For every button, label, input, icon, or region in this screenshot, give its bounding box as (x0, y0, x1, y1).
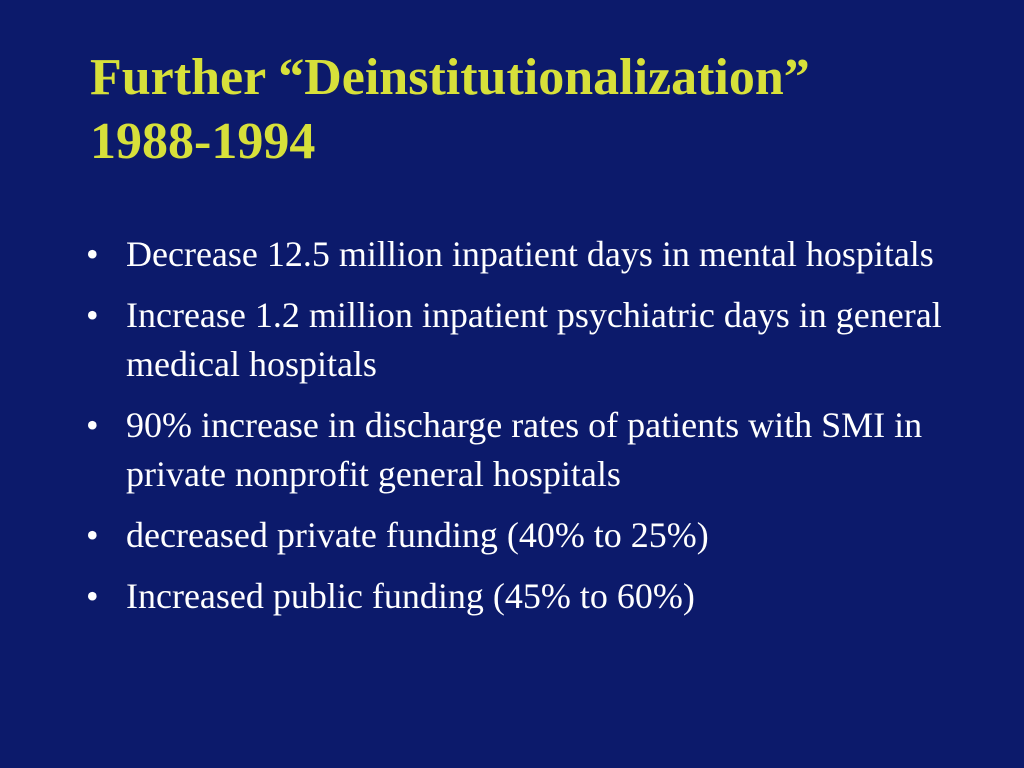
bullet-item (86, 291, 1006, 389)
bullet-dot: • (86, 515, 99, 555)
bullet-item (86, 230, 1006, 279)
bullet-item (86, 572, 1006, 621)
bullet-dot: • (86, 576, 99, 616)
bullet-text: Increase 1.2 million inpatient psychiatric days in general medical hospitals (126, 295, 942, 384)
bullet-item (86, 401, 1006, 499)
bullet-text: 90% increase in discharge rates of patients with SMI in private nonprofit general hospitals (126, 405, 923, 494)
bullet-list (86, 230, 1006, 633)
bullet-text: Decrease 12.5 million inpatient days in mental hospitals (126, 234, 934, 274)
bullet-text: decreased private funding (40% to 25%) (126, 515, 709, 555)
bullet-dot: • (86, 295, 99, 335)
bullet-item (86, 511, 1006, 560)
bullet-text: Increased public funding (45% to 60%) (126, 576, 695, 616)
bullet-dot: • (86, 234, 99, 274)
slide-title-line-1: Further “Deinstitutionalization” (90, 49, 810, 106)
slide-title (90, 46, 990, 174)
bullet-dot: • (86, 405, 99, 445)
slide-title-line-2: 1988-1994 (90, 113, 316, 170)
